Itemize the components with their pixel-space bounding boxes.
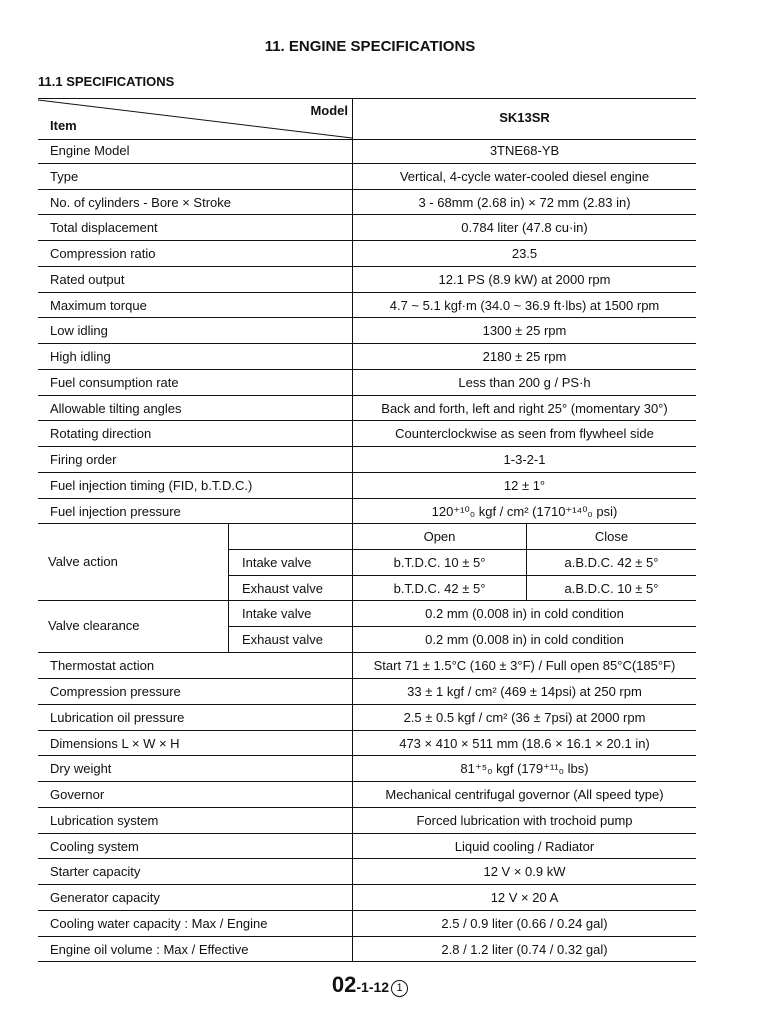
spec-label: Cooling system	[50, 838, 139, 854]
table-row	[38, 782, 696, 808]
header-item-label: Item	[50, 118, 77, 133]
spec-table	[38, 138, 696, 962]
table-row	[38, 190, 696, 216]
intake-close-value: a.B.D.C. 42 ± 5°	[564, 555, 659, 571]
table-row	[38, 499, 696, 525]
header-diagonal-line	[38, 99, 352, 139]
spec-value: Mechanical centrifugal governor (All speed type)	[385, 787, 664, 802]
table-row	[38, 653, 696, 679]
table-row	[38, 834, 696, 860]
spec-value: Back and forth, left and right 25° (momentary 30°)	[381, 400, 668, 416]
spec-value: 1300 ± 25 rpm	[482, 323, 567, 339]
spec-value: 12.1 PS (8.9 kW) at 2000 rpm	[438, 271, 611, 287]
section-title: 11.1 SPECIFICATIONS	[38, 74, 175, 89]
table-row	[38, 138, 696, 164]
table-header	[38, 98, 696, 140]
table-row	[38, 164, 696, 190]
spec-label: Compression ratio	[50, 246, 156, 261]
table-row	[38, 937, 696, 963]
spec-label: Engine oil volume : Max / Effective	[50, 941, 249, 957]
spec-label: Lubrication system	[50, 812, 159, 828]
spec-label: No. of cylinders - Bore × Stroke	[50, 194, 231, 210]
spec-value: Liquid cooling / Radiator	[454, 838, 595, 854]
table-row	[38, 370, 696, 396]
spec-label: Generator capacity	[50, 890, 160, 905]
spec-value: Vertical, 4-cycle water-cooled diesel engine	[399, 168, 650, 184]
spec-rows-bottom	[38, 653, 696, 962]
spec-value: 2.5 ± 0.5 kgf / cm² (36 ± 7psi) at 2000 rpm	[403, 709, 646, 725]
open-column-header: Open	[423, 529, 456, 545]
table-row	[38, 731, 696, 757]
close-column-header: Close	[594, 529, 629, 545]
table-row	[38, 318, 696, 344]
spec-label: Fuel consumption rate	[50, 374, 179, 390]
valve-clearance-label: Valve clearance	[48, 618, 140, 634]
table-row	[38, 808, 696, 834]
clearance-intake-value: 0.2 mm (0.008 in) in cold condition	[425, 606, 624, 622]
table-row	[38, 885, 696, 911]
spec-label: Total displacement	[50, 220, 158, 236]
spec-value: 3TNE68-YB	[489, 143, 560, 158]
exhaust-open-value: b.T.D.C. 42 ± 5°	[393, 581, 486, 597]
table-row	[38, 679, 696, 705]
spec-rows-top	[38, 138, 696, 524]
spec-label: Engine Model	[50, 143, 130, 158]
spec-value: 12 V × 20 A	[490, 890, 559, 905]
clearance-exhaust-value: 0.2 mm (0.008 in) in cold condition	[425, 632, 624, 648]
spec-label: Low idling	[50, 323, 108, 339]
spec-value: Forced lubrication with trochoid pump	[416, 812, 633, 828]
spec-label: Compression pressure	[50, 684, 181, 699]
table-row	[38, 344, 696, 370]
exhaust-close-value: a.B.D.C. 10 ± 5°	[564, 581, 659, 597]
spec-value: 2.5 / 0.9 liter (0.66 / 0.24 gal)	[441, 915, 608, 931]
page-number	[0, 972, 740, 998]
spec-value: 3 - 68mm (2.68 in) × 72 mm (2.83 in)	[418, 194, 631, 210]
spec-value: 0.784 liter (47.8 cu·in)	[461, 220, 588, 236]
spec-label: Dry weight	[50, 761, 112, 777]
spec-value: 33 ± 1 kgf / cm² (469 ± 14psi) at 250 rpm	[407, 684, 642, 699]
page-number-main: 02	[331, 972, 357, 997]
spec-label: Fuel injection timing (FID, b.T.D.C.)	[50, 477, 253, 493]
spec-value: 1-3-2-1	[503, 452, 546, 467]
spec-label: High idling	[50, 349, 111, 364]
spec-label: Type	[50, 168, 79, 184]
page-number-sub: -1-12	[356, 979, 390, 995]
table-row	[38, 241, 696, 267]
valve-clearance-block	[38, 601, 696, 653]
spec-label: Lubrication oil pressure	[50, 709, 185, 725]
table-row	[38, 447, 696, 473]
spec-value: 4.7 ~ 5.1 kgf·m (34.0 ~ 36.9 ft·lbs) at 1500 rpm	[389, 297, 660, 313]
table-row	[38, 473, 696, 499]
spec-value: Less than 200 g / PS·h	[458, 374, 591, 390]
spec-label: Maximum torque	[50, 297, 147, 313]
header-model-label: Model	[310, 103, 348, 118]
table-row	[38, 396, 696, 422]
table-row	[38, 293, 696, 319]
spec-value: 2180 ± 25 rpm	[482, 349, 567, 364]
spec-value: 23.5	[511, 246, 538, 261]
spec-value: 12 V × 0.9 kW	[483, 864, 566, 880]
revision-circled-number: 1	[391, 980, 408, 997]
spec-label: Firing order	[50, 452, 117, 467]
spec-label: Dimensions L × W × H	[50, 735, 180, 751]
spec-label: Thermostat action	[50, 658, 155, 674]
clearance-intake-label: Intake valve	[242, 606, 312, 622]
intake-valve-label: Intake valve	[242, 555, 312, 571]
spec-label: Rated output	[50, 271, 125, 287]
table-row	[38, 705, 696, 731]
spec-value: Start 71 ± 1.5°C (160 ± 3°F) / Full open 85°C(185°F)	[373, 658, 676, 674]
table-row	[38, 911, 696, 937]
spec-label: Allowable tilting angles	[50, 400, 182, 416]
table-row	[38, 267, 696, 293]
spec-label: Fuel injection pressure	[50, 503, 181, 519]
valve-action-block	[38, 524, 696, 601]
spec-value: 120⁺¹⁰₀ kgf / cm² (1710⁺¹⁴⁰₀ psi)	[431, 503, 618, 519]
intake-open-value: b.T.D.C. 10 ± 5°	[393, 555, 486, 571]
header-model-name: SK13SR	[499, 110, 550, 125]
spec-value: 2.8 / 1.2 liter (0.74 / 0.32 gal)	[441, 941, 608, 957]
table-row	[38, 215, 696, 241]
clearance-exhaust-label: Exhaust valve	[242, 632, 323, 648]
spec-value: 81⁺⁵₀ kgf (179⁺¹¹₀ lbs)	[460, 761, 589, 777]
table-row	[38, 421, 696, 447]
spec-label: Governor	[50, 787, 105, 802]
spec-label: Cooling water capacity : Max / Engine	[50, 915, 268, 931]
spec-label: Starter capacity	[50, 864, 141, 880]
table-row	[38, 756, 696, 782]
spec-value: 473 × 410 × 511 mm (18.6 × 16.1 × 20.1 in)	[399, 735, 650, 751]
valve-action-label: Valve action	[48, 554, 118, 570]
exhaust-valve-label: Exhaust valve	[242, 581, 323, 597]
page-title: 11. ENGINE SPECIFICATIONS	[264, 38, 476, 55]
spec-label: Rotating direction	[50, 426, 152, 442]
table-row	[38, 859, 696, 885]
spec-value: Counterclockwise as seen from flywheel side	[395, 426, 654, 442]
spec-value: 12 ± 1°	[503, 477, 546, 493]
